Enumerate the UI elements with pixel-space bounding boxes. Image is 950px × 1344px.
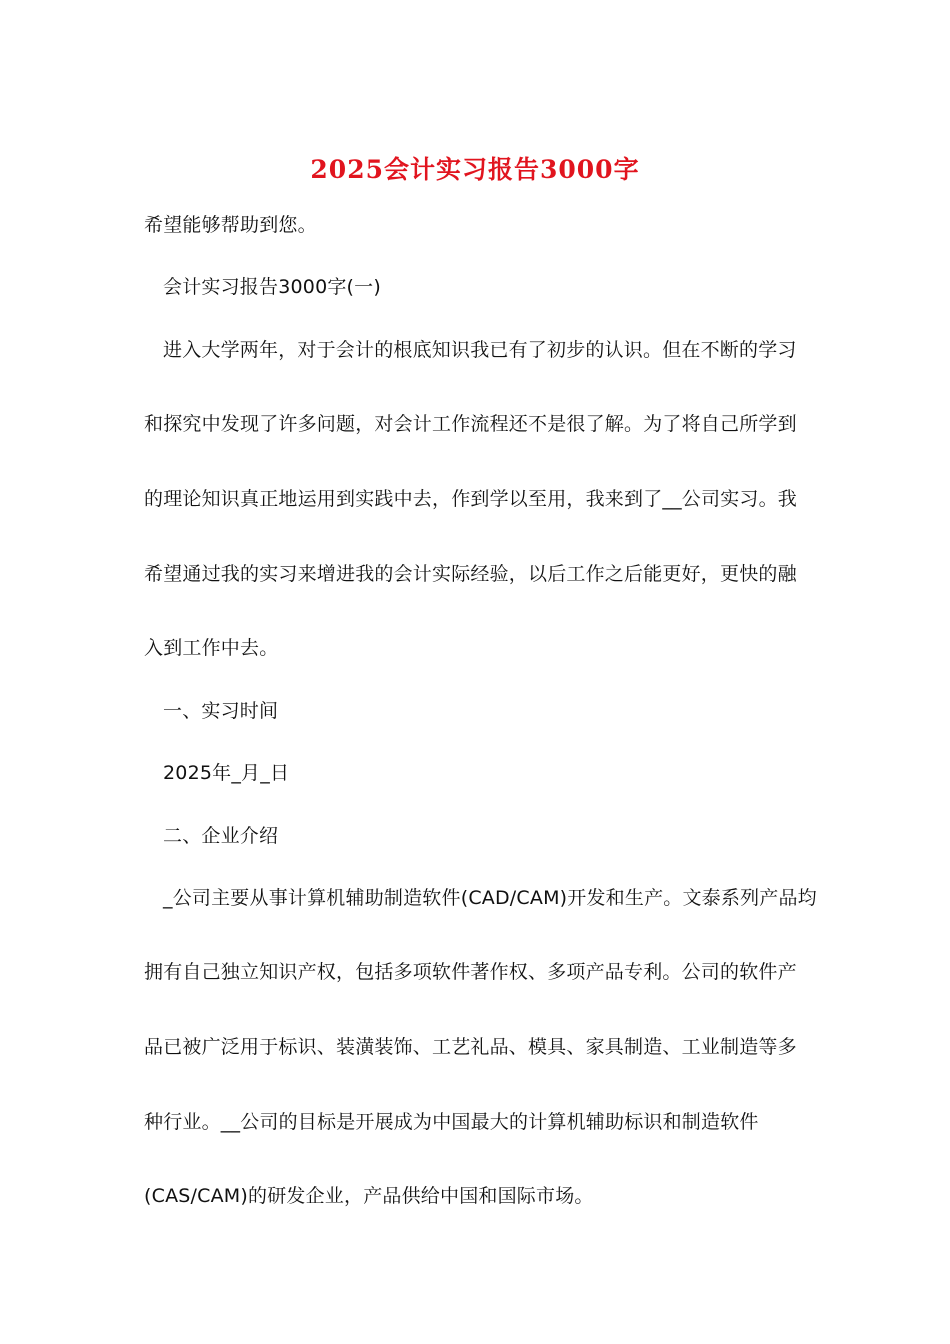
intro-line: 希望能够帮助到您。 [144, 214, 317, 236]
section-heading-internship-time: 一、实习时间 [163, 700, 279, 722]
internship-date: 2025年_月_日 [163, 762, 290, 784]
paragraph-line: 拥有自己独立知识产权，包括多项软件著作权、多项产品专利。公司的软件产 [144, 961, 797, 983]
paragraph-line: (CAS/CAM)的研发企业，产品供给中国和国际市场。 [144, 1185, 594, 1207]
paragraph-line: 入到工作中去。 [144, 637, 279, 659]
paragraph-line: 品已被广泛用于标识、装潢装饰、工艺礼品、模具、家具制造、工业制造等多 [144, 1036, 797, 1058]
section-heading-company-intro: 二、企业介绍 [163, 825, 279, 847]
paragraph-line: 和探究中发现了许多问题，对会计工作流程还不是很了解。为了将自己所学到 [144, 413, 797, 435]
document-title: 2025会计实习报告3000字 [310, 155, 640, 184]
paragraph-line: 种行业。__公司的目标是开展成为中国最大的计算机辅助标识和制造软件 [144, 1111, 759, 1133]
section-heading-report-one: 会计实习报告3000字(一) [163, 276, 381, 298]
paragraph-line: 进入大学两年，对于会计的根底知识我已有了初步的认识。但在不断的学习 [163, 339, 797, 361]
paragraph-line: 希望通过我的实习来增进我的会计实际经验，以后工作之后能更好，更快的融 [144, 563, 797, 585]
paragraph-line: 的理论知识真正地运用到实践中去，作到学以至用，我来到了__公司实习。我 [144, 488, 798, 510]
paragraph-line: _公司主要从事计算机辅助制造软件(CAD/CAM)开发和生产。文泰系列产品均 [163, 887, 817, 909]
